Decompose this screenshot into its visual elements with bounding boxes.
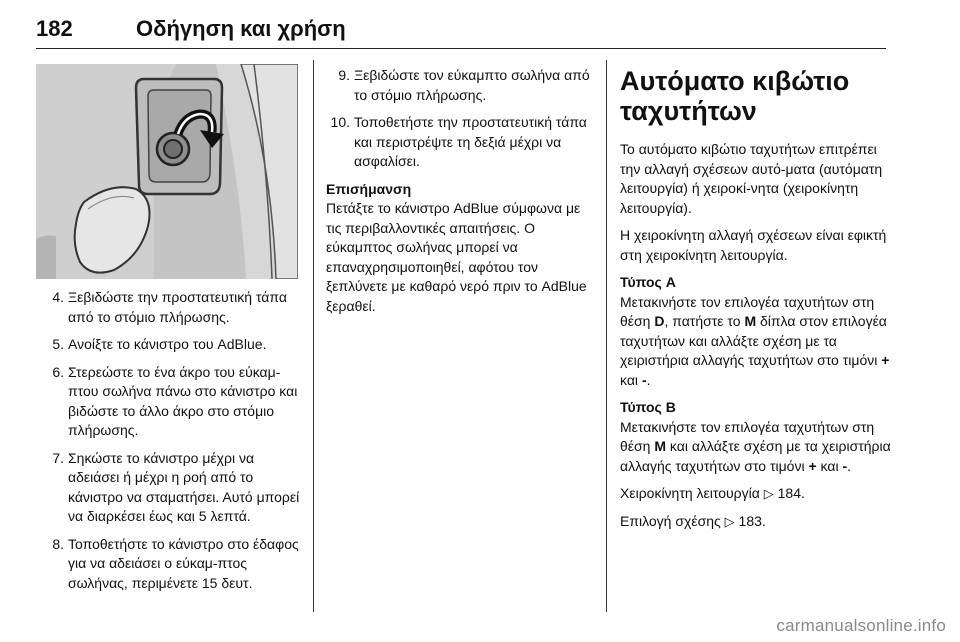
step-number: 7. bbox=[52, 449, 64, 466]
step-item bbox=[326, 66, 596, 105]
step-number: 9. bbox=[338, 67, 350, 83]
type-a-text: δίπλα στον επιλογέα ταχυτήτων και αλλάξτε σχέση με τα χειριστήρια αλλαγής ταχυτήτων στο τιμόνι bbox=[620, 313, 887, 368]
step-number: 4. bbox=[52, 289, 64, 305]
column-2 bbox=[326, 66, 596, 316]
step-item bbox=[40, 535, 308, 594]
step-text: Στερεώστε το ένα άκρο του εύκαμ-πτου σωλήνα πάνω στο κάνιστρο και βιδώστε το άλλο άκρο στο στόμιο πλήρωσης. bbox=[68, 363, 298, 438]
step-text: Ξεβιδώστε τον εύκαμπτο σωλήνα από το στόμιο πλήρωσης. bbox=[354, 67, 590, 103]
cross-reference-gear-selection[interactable] bbox=[620, 512, 900, 532]
type-a-text: , πατήστε το bbox=[664, 313, 745, 329]
xref-text: Επιλογή σχέσης bbox=[620, 512, 725, 529]
column-1 bbox=[40, 288, 308, 601]
type-a-key: M bbox=[744, 313, 757, 329]
xref-arrow-icon: ▷ bbox=[724, 513, 735, 529]
xref-page: 184. bbox=[773, 485, 805, 501]
type-b-key: + bbox=[808, 457, 817, 474]
step-number: 5. bbox=[52, 336, 64, 352]
step-item bbox=[40, 288, 308, 327]
page-header bbox=[36, 12, 886, 49]
type-b-key: M bbox=[654, 438, 667, 454]
type-b-text: και bbox=[816, 457, 843, 474]
type-b-heading: Τύπος B bbox=[620, 399, 676, 415]
step-number: 10. bbox=[330, 114, 350, 130]
xref-arrow-icon: ▷ bbox=[763, 486, 774, 501]
step-item bbox=[326, 113, 596, 172]
xref-page: 183. bbox=[734, 512, 766, 529]
type-a-paragraph bbox=[620, 293, 900, 391]
type-a-key: + bbox=[881, 352, 890, 368]
automatic-gearbox-title: Αυτόματο κιβώτιο ταχυτήτων bbox=[620, 66, 850, 126]
column-divider-2 bbox=[606, 60, 607, 612]
type-a-key: - bbox=[641, 371, 647, 388]
step-text: Ανοίξτε το κάνιστρο του AdBlue. bbox=[68, 336, 267, 352]
watermark: carmanualsonline.info bbox=[776, 616, 946, 635]
column-3 bbox=[620, 66, 900, 539]
type-b-text: Μετακινήστε τον επιλογέα ταχυτήτων στη θέση bbox=[620, 418, 875, 454]
note-text: Πετάξτε το κάνιστρο AdBlue σύμφωνα με τις περιβαλλοντικές απαιτήσεις. Ο εύκαμπτος σωλήνας μπορεί να επαναχρησιμοποιηθεί, αφότου τον ξεπλύνετε με καθαρό νερό πριν το AdBlue ξεραθεί. bbox=[326, 200, 587, 314]
xref-text: Χειροκίνητη λειτουργία bbox=[620, 485, 764, 501]
type-a-text: και bbox=[620, 371, 642, 388]
steps-list-col1 bbox=[40, 288, 308, 593]
intro-paragraph: Το αυτόματο κιβώτιο ταχυτήτων επιτρέπει την αλλαγή σχέσεων αυτό-ματα (αυτόματη λειτουργία) ή χειροκί-νητα (χειροκίνητη λειτουργία). bbox=[620, 141, 883, 216]
type-b-paragraph bbox=[620, 418, 900, 477]
step-number: 6. bbox=[52, 363, 64, 380]
section-title: Οδήγηση και χρήση bbox=[136, 16, 346, 41]
type-b-text: και αλλάξτε σχέση με τα χειριστήρια αλλαγής ταχυτήτων στο τιμόνι bbox=[620, 438, 891, 474]
step-text: Τοποθετήστε το κάνιστρο στο έδαφος για να αδειάσει ο εύκαμ-πτος σωλήνας, περιμένετε 15 δευτ. bbox=[68, 535, 299, 591]
step-text: Σηκώστε το κάνιστρο μέχρι να αδειάσει ή μέχρι η ροή από το κάνιστρο να σταματήσει. Αυτό μπορεί να διαρκέσει έως και 5 λεπτά. bbox=[68, 449, 300, 524]
step-number: 8. bbox=[52, 535, 64, 552]
cross-reference-manual-mode[interactable] bbox=[620, 484, 900, 504]
step-item bbox=[40, 335, 308, 355]
page-number: 182 bbox=[36, 16, 73, 41]
type-a-text: Μετακινήστε τον επιλογέα ταχυτήτων στη θέση bbox=[620, 293, 875, 329]
step-item bbox=[40, 449, 308, 527]
steps-list-col2 bbox=[326, 66, 596, 172]
type-a-text: . bbox=[646, 371, 651, 388]
column-divider-1 bbox=[313, 60, 314, 612]
adblue-filler-illustration bbox=[36, 64, 298, 279]
note-heading: Επισήμανση bbox=[326, 180, 412, 197]
manual-mode-paragraph: Η χειροκίνητη αλλαγή σχέσεων είναι εφικτή στη χειροκίνητη λειτουργία. bbox=[620, 227, 887, 263]
type-a-key: D bbox=[654, 313, 665, 329]
step-item bbox=[40, 363, 308, 441]
step-text: Τοποθετήστε την προστατευτική τάπα και περιστρέψτε τη δεξιά μέχρι να ασφαλίσει. bbox=[354, 114, 587, 169]
type-b-text: . bbox=[847, 457, 852, 474]
type-a-heading: Τύπος A bbox=[620, 274, 676, 290]
type-b-key: - bbox=[842, 457, 848, 474]
step-text: Ξεβιδώστε την προστατευτική τάπα από το στόμιο πλήρωσης. bbox=[68, 289, 287, 325]
